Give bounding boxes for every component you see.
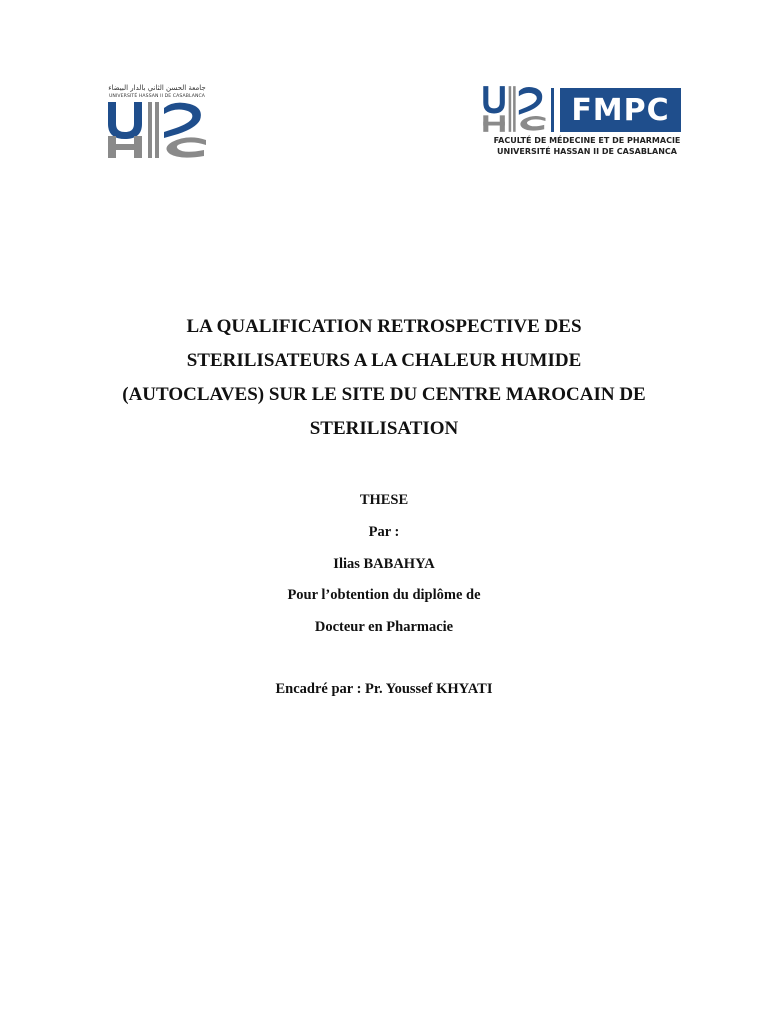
- par-label: Par :: [368, 524, 400, 540]
- logo-divider: [551, 88, 554, 132]
- university-latin-name: UNIVERSITÉ HASSAN II DE CASABLANCA: [108, 94, 206, 99]
- degree-name: Docteur en Pharmacie: [314, 619, 454, 635]
- uh2c-logo-icon: [106, 102, 210, 160]
- uh2c-logo-icon: [482, 86, 548, 132]
- uh2c-logo-left: [104, 84, 210, 164]
- supervisor-line: Encadré par : Pr. Youssef KHYATI: [275, 681, 493, 697]
- fmpc-logo: [482, 86, 682, 160]
- fmpc-badge-text: FMPC: [571, 92, 670, 128]
- faculty-name: FACULTÉ DE MÉDECINE ET DE PHARMACIE: [493, 136, 681, 145]
- purpose-text: Pour l’obtention du diplôme de: [287, 587, 481, 603]
- thesis-title: [60, 310, 708, 446]
- faculty-university-name: UNIVERSITÉ HASSAN II DE CASABLANCA: [497, 147, 677, 156]
- thesis-type: THESE: [359, 492, 409, 508]
- university-arabic-name: جامعة الحسن الثاني بالدار البيضاء: [108, 84, 206, 92]
- title-line: (AUTOCLAVES) SUR LE SITE DU CENTRE MAROCAIN DE: [122, 384, 646, 405]
- title-line: LA QUALIFICATION RETROSPECTIVE DES: [186, 316, 582, 337]
- title-line: STERILISATEURS A LA CHALEUR HUMIDE: [186, 350, 582, 371]
- author-name: Ilias BABAHYA: [333, 556, 435, 572]
- title-line: STERILISATION: [309, 418, 459, 439]
- fmpc-badge: [560, 88, 681, 132]
